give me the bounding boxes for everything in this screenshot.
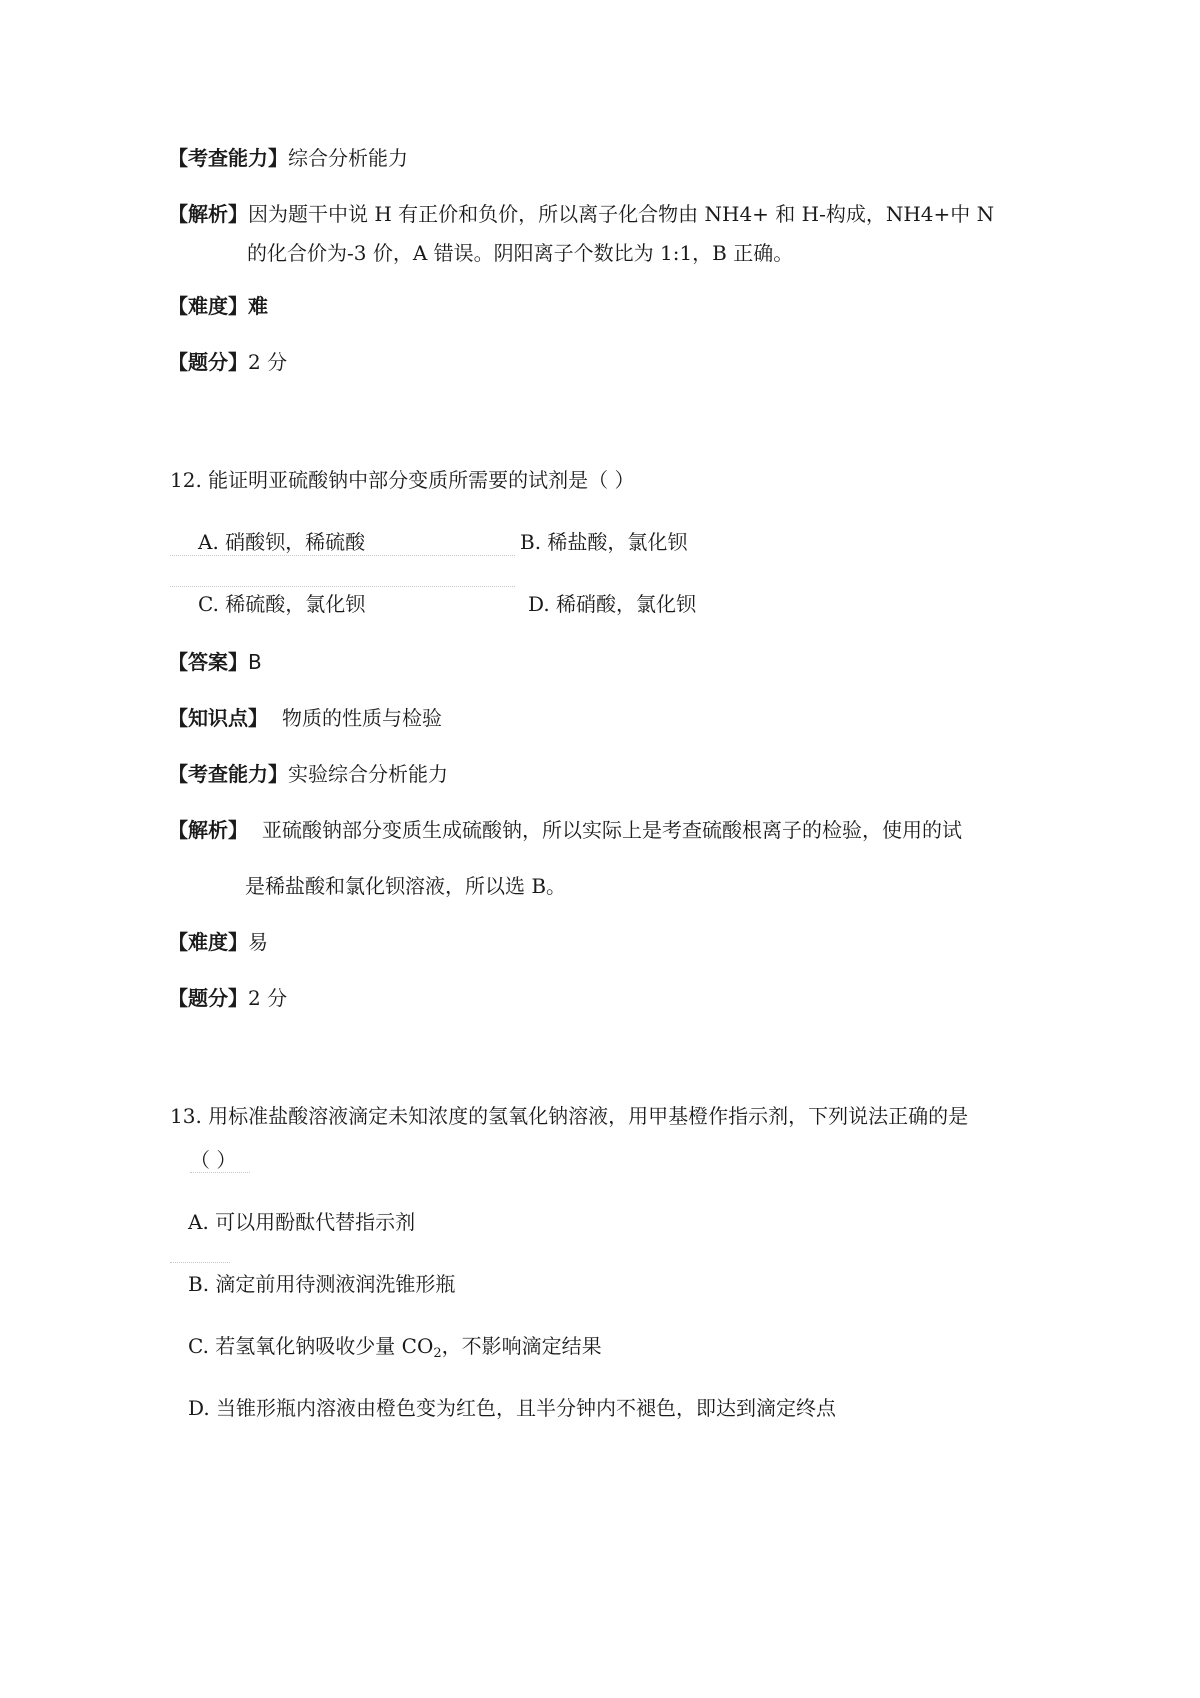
q13-option-b: B. 滴定前用待测液润洗锥形瓶 (188, 1272, 456, 1296)
q12-option-guide-2 (170, 586, 515, 587)
q11-analysis-line2: 的化合价为-3 价，A 错误。阴阳离子个数比为 1:1，B 正确。 (247, 241, 794, 265)
q12-score-text: 2 分 (248, 986, 288, 1010)
q11-ability-tag: 【考查能力】 (168, 146, 288, 170)
q11-analysis-tag: 【解析】 (168, 202, 248, 226)
q13-option-c-sub: 2 (433, 1346, 442, 1361)
q12-ability-tag: 【考查能力】 (168, 762, 288, 786)
q12-option-b: B. 稀盐酸，氯化钡 (520, 530, 688, 554)
q11-ability-row (168, 144, 408, 172)
q13-paren-guide (190, 1172, 250, 1173)
q13-option-c (188, 1332, 602, 1368)
q11-analysis-line2-row (247, 239, 793, 267)
q13-paren: （ ） (190, 1148, 237, 1172)
q12-ability-text: 实验综合分析能力 (288, 762, 448, 786)
q12-knowledge-tag: 【知识点】 (168, 706, 268, 730)
q13-stem: 13. 用标准盐酸溶液滴定未知浓度的氢氧化钠溶液，用甲基橙作指示剂，下列说法正确的是 (170, 1104, 969, 1128)
q12-answer-tag: 【答案】 (168, 650, 248, 674)
q12-answer-row (168, 648, 262, 676)
q12-analysis-line1: 亚硫酸钠部分变质生成硫酸钠，所以实际上是考查硫酸根离子的检验，使用的试 (262, 818, 962, 842)
q12-analysis-tag: 【解析】 (168, 818, 248, 842)
q12-difficulty-row (168, 928, 268, 956)
q12-knowledge-text: 物质的性质与检验 (282, 706, 442, 730)
q13-option-a: A. 可以用酚酞代替指示剂 (188, 1210, 416, 1234)
q12-knowledge-row (168, 704, 442, 732)
q12-stem: 12. 能证明亚硫酸钠中部分变质所需要的试剂是（ ） (170, 468, 635, 492)
q11-difficulty-row (168, 292, 268, 320)
q12-analysis-line2-row (245, 872, 566, 900)
q12-score-row (168, 984, 287, 1012)
q12-option-guide-1 (170, 555, 515, 556)
q11-analysis-row (168, 200, 994, 228)
q12-answer-text: B (248, 650, 262, 674)
q12-analysis-row (168, 816, 962, 844)
q13-option-d: D. 当锥形瓶内溶液由橙色变为红色，且半分钟内不褪色，即达到滴定终点 (188, 1396, 837, 1420)
q12-option-c: C. 稀硫酸，氯化钡 (198, 592, 366, 616)
q12-score-tag: 【题分】 (168, 986, 248, 1010)
q13-option-c-post: ，不影响滴定结果 (441, 1334, 602, 1358)
q11-score-tag: 【题分】 (168, 350, 248, 374)
q11-difficulty-tag: 【难度】 (168, 294, 248, 318)
q11-difficulty-text: 难 (248, 294, 268, 318)
q11-ability-text: 综合分析能力 (288, 146, 408, 170)
q12-ability-row (168, 760, 448, 788)
q12-difficulty-tag: 【难度】 (168, 930, 248, 954)
q13-option-guide (170, 1262, 230, 1263)
q11-analysis-line1: 因为题干中说 H 有正价和负价，所以离子化合物由 NH4+ 和 H-构成，NH4+中 N (248, 202, 995, 226)
q11-score-text: 2 分 (248, 350, 288, 374)
q11-score-row (168, 348, 287, 376)
q13-option-c-pre: C. 若氢氧化钠吸收少量 CO (188, 1334, 434, 1358)
q12-option-a: A. 硝酸钡，稀硫酸 (198, 530, 366, 554)
q12-difficulty-text: 易 (248, 930, 268, 954)
q12-analysis-line2: 是稀盐酸和氯化钡溶液，所以选 B。 (245, 874, 567, 898)
q12-option-d: D. 稀硝酸，氯化钡 (528, 592, 697, 616)
